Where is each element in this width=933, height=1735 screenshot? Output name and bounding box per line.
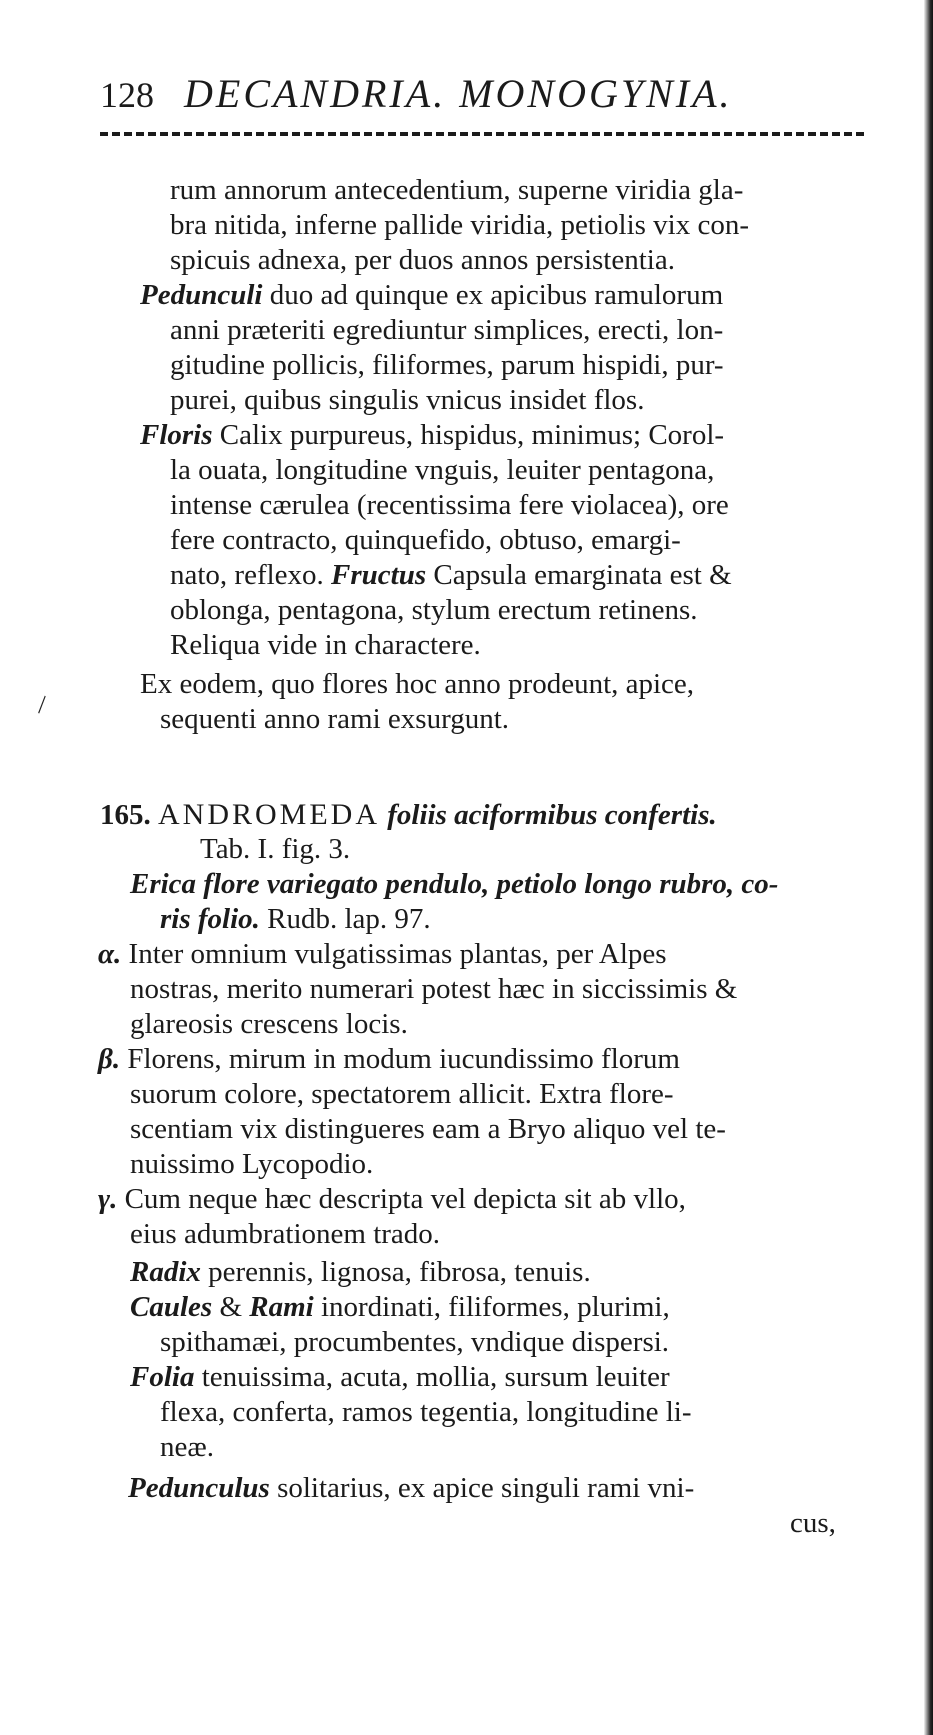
genus-name: ANDROMEDA bbox=[158, 798, 380, 831]
header-rule bbox=[100, 132, 864, 136]
entry-heading bbox=[100, 800, 717, 830]
alpha-marker: α. bbox=[98, 938, 122, 970]
running-header bbox=[100, 71, 860, 116]
synonym-line: Erica flore variegato pendulo, petiolo longo rubro, co- bbox=[130, 868, 779, 900]
text-line: bra nitida, inferne pallide viridia, petiolis vix con- bbox=[170, 209, 750, 241]
text-line: Folia tenuissima, acuta, mollia, sursum leuiter bbox=[130, 1361, 670, 1393]
running-title: DECANDRIA. MONOGYNIA. bbox=[184, 71, 733, 116]
text-line: spithamæi, procumbentes, vndique dispersi. bbox=[160, 1326, 670, 1358]
text-line: flexa, conferta, ramos tegentia, longitudine li- bbox=[160, 1396, 692, 1428]
term-floris: Floris bbox=[140, 419, 213, 451]
text-line: cus, bbox=[790, 1507, 836, 1539]
text-line: rum annorum antecedentium, superne viridia gla- bbox=[170, 174, 744, 206]
text-line: la ouata, longitudine vnguis, leuiter pentagona, bbox=[170, 454, 715, 486]
text-line: eius adumbrationem trado. bbox=[130, 1218, 441, 1250]
text-line: Tab. I. fig. 3. bbox=[200, 833, 351, 865]
term-caules: Caules bbox=[130, 1291, 213, 1323]
term-pedunculi: Pedunculi bbox=[140, 279, 263, 311]
gamma-marker: γ. bbox=[98, 1183, 118, 1215]
text-line: β. Florens, mirum in modum iucundissimo florum bbox=[98, 1043, 680, 1075]
term-radix: Radix bbox=[130, 1256, 201, 1288]
text-line: oblonga, pentagona, stylum erectum retinens. bbox=[170, 594, 698, 626]
scan-mark: \ bbox=[29, 691, 55, 719]
text-line: γ. Cum neque hæc descripta vel depicta sit ab vllo, bbox=[98, 1183, 686, 1215]
text-line: Radix perennis, lignosa, fibrosa, tenuis. bbox=[130, 1256, 591, 1288]
term-fructus: Fructus bbox=[331, 559, 427, 591]
synonym-line: ris folio. Rudb. lap. 97. bbox=[160, 903, 431, 935]
text-line: Caules & Rami inordinati, filiformes, plurimi, bbox=[130, 1291, 670, 1323]
text-line: fere contracto, quinquefido, obtuso, emargi- bbox=[170, 524, 681, 556]
text-line: nostras, merito numerari potest hæc in siccissimis & bbox=[130, 973, 738, 1005]
text-line: suorum colore, spectatorem allicit. Extra flore- bbox=[130, 1078, 674, 1110]
text-line: anni præteriti egrediuntur simplices, erecti, lon- bbox=[170, 314, 724, 346]
page-edge-shadow bbox=[924, 0, 933, 1735]
diagnosis: foliis aciformibus confertis. bbox=[380, 799, 717, 831]
text-line: intense cærulea (recentissima fere violacea), ore bbox=[170, 489, 729, 521]
term-pedunculus: Pedunculus bbox=[128, 1472, 270, 1504]
term-rami: Rami bbox=[249, 1291, 314, 1323]
text-line: Reliqua vide in charactere. bbox=[170, 629, 481, 661]
text-line: Floris Calix purpureus, hispidus, minimus; Corol- bbox=[140, 419, 725, 451]
beta-marker: β. bbox=[98, 1043, 121, 1075]
page-number: 128 bbox=[100, 75, 154, 115]
text-line: Pedunculus solitarius, ex apice singuli rami vni- bbox=[128, 1472, 695, 1504]
text-line: sequenti anno rami exsurgunt. bbox=[160, 703, 510, 735]
text-line: nato, reflexo. Fructus Capsula emarginata est & bbox=[170, 559, 732, 591]
text-line: Pedunculi duo ad quinque ex apicibus ramulorum bbox=[140, 279, 724, 311]
term-folia: Folia bbox=[130, 1361, 195, 1393]
text-line: scentiam vix distingueres eam a Bryo aliquo vel te- bbox=[130, 1113, 726, 1145]
text-line: α. Inter omnium vulgatissimas plantas, per Alpes bbox=[98, 938, 667, 970]
text-line: spicuis adnexa, per duos annos persistentia. bbox=[170, 244, 675, 276]
text-line: Ex eodem, quo flores hoc anno prodeunt, apice, bbox=[140, 668, 695, 700]
text-line: glareosis crescens locis. bbox=[130, 1008, 408, 1040]
entry-number: 165. bbox=[100, 799, 151, 831]
text-line: purei, quibus singulis vnicus insidet flos. bbox=[170, 384, 645, 416]
text-line: neæ. bbox=[160, 1431, 214, 1463]
text-line: gitudine pollicis, filiformes, parum hispidi, pur- bbox=[170, 349, 724, 381]
text-line: nuissimo Lycopodio. bbox=[130, 1148, 374, 1180]
